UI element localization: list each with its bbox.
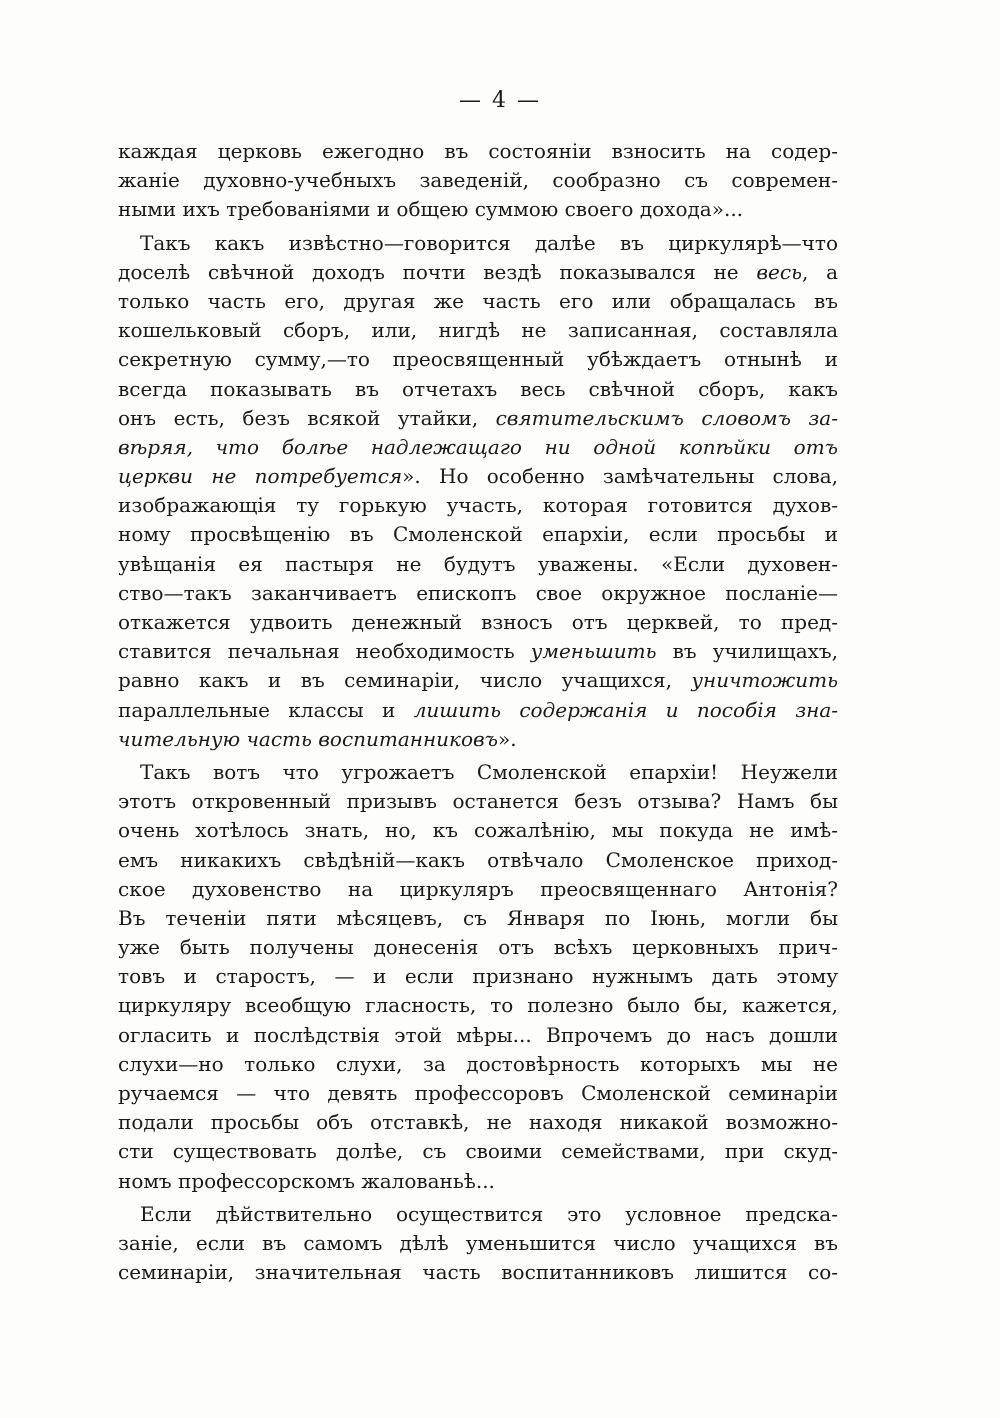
text-run: , а [801,259,838,284]
italic-text: церкви не потребуется [118,464,403,489]
text-line [118,787,838,816]
text-line [118,375,838,404]
text-line [118,550,838,579]
text-run: циркуляру всеобщую гласность, то полезно было бы, кажется, [118,993,838,1018]
text-line [118,520,838,549]
text-run: каждая церковь ежегодно въ состоянiи взносить на содер- [118,139,838,163]
text-run: уже быть получены донесенiя отъ всѣхъ церковныхъ прич- [118,935,838,960]
text-line [118,1200,838,1229]
text-run: емъ никакихъ свѣдѣнiй—какъ отвѣчало Смоленское приход- [118,847,838,872]
text-run: сти существовать долѣе, съ своими семействами, при скуд- [118,1139,838,1164]
text-line [118,166,838,195]
text-run: жанiе духовно-учебныхъ заведенiй, сообразно съ современ- [118,168,838,193]
text-line [118,758,838,787]
italic-text: уничтожить [691,668,838,693]
text-line [118,229,838,258]
italic-text: лишить содержанiя и пособiя зна- [413,697,838,722]
text-run: ному просвѣщенiю въ Смоленской епархiи, если просьбы и [118,522,838,547]
text-line [118,433,838,462]
text-line [118,316,838,345]
text-run: Если дѣйствительно осуществится это условное предска- [140,1201,838,1226]
text-line [118,846,838,875]
text-run: увѣщанiя ея пастыря не будутъ уважены. «Если духовен- [118,551,838,576]
text-line [118,962,838,991]
text-line [118,933,838,962]
text-run: ными ихъ требованiями и общею суммою своего дохода»... [118,197,744,222]
text-line [118,696,838,725]
text-run: всегда показывать въ отчетахъ весь свѣчной сборъ, какъ [118,376,838,401]
text-run: ставится печальная необходимость [118,639,531,664]
text-run: изображающiя ту горькую участь, которая готовится духов- [118,493,838,518]
text-run: въ училищахъ, [656,639,838,664]
text-run: семинарiи, значительная часть воспитанниковъ лишится со- [118,1260,838,1285]
text-line [118,1050,838,1079]
text-line [118,1258,838,1287]
text-run: Такъ вотъ что угрожаетъ Смоленской епархiи! Неужели [140,759,838,784]
text-line [118,1229,838,1258]
text-run: откажется удвоить денежный взносъ отъ церквей, то пред- [118,610,838,634]
text-line [118,137,838,166]
text-line [118,1079,838,1108]
italic-text: весь [756,259,802,284]
text-line [118,579,838,608]
text-line [118,195,838,224]
text-run: онъ есть, безъ всякой утайки, [118,405,496,430]
text-line [118,875,838,904]
text-line [118,462,838,491]
text-line [118,404,838,433]
text-line [118,991,838,1020]
text-run: занiе, если въ самомъ дѣлѣ уменьшится число учащихся въ [118,1230,838,1255]
text-line [118,1137,838,1166]
text-run: параллельные классы и [118,697,414,722]
text-line [118,1167,838,1196]
page-number: — 4 — [459,88,541,113]
text-run: равно какъ и въ семинарiи, число учащихся, [118,668,692,693]
italic-text: уменьшить [530,639,657,664]
text-line [118,666,838,695]
text-line [118,258,838,287]
text-run: очень хотѣлось знать, но, къ сожалѣнiю, мы покуда не имѣ- [118,818,838,843]
text-run: номъ профессорскомъ жалованьѣ... [118,1168,495,1193]
text-line [118,1021,838,1050]
text-run: подали просьбы объ отставкѣ, не находя никакой возможно- [118,1110,838,1135]
text-run: только часть его, другая же часть его или обращалась въ [118,288,838,313]
text-run: ». Но особенно замѣчательны слова, [402,464,838,489]
text-line [118,637,838,666]
text-line [118,904,838,933]
text-run: Такъ какъ извѣстно—говорится далѣе въ циркулярѣ—что [140,230,838,255]
text-run: ». [497,726,517,751]
text-line [118,608,838,637]
text-run: Въ теченiи пяти мѣсяцевъ, съ Января по Iюнь, могли бы [118,905,838,930]
italic-text: святительскимъ словомъ за- [495,405,838,430]
text-run: кошельковый сборъ, или, нигдѣ не записанная, составляла [118,318,838,343]
body-text [118,137,838,1287]
text-line [118,816,838,845]
text-line [118,345,838,374]
text-run: ручаемся — что девять профессоровъ Смоленской семинарiи [118,1081,838,1105]
text-line [118,491,838,520]
text-run: секретную сумму,—то преосвященный убѣждаетъ отнынѣ и [118,347,838,372]
text-run: товъ и старостъ, — и если признано нужнымъ дать этому [118,964,838,989]
text-run: огласить и послѣдствiя этой мѣры... Впрочемъ до насъ дошли [118,1022,838,1047]
text-run: слухи—но только слухи, за достовѣрность которыхъ мы не [118,1051,838,1076]
text-run: доселѣ свѣчной доходъ почти вездѣ показывался не [118,259,757,284]
text-line [118,725,838,754]
text-line [118,287,838,316]
text-run: ство—такъ заканчиваетъ епископъ свое окружное посланiе— [118,580,838,605]
text-run: этотъ откровенный призывъ останется безъ отзыва? Намъ бы [118,789,838,814]
italic-text: вѣряя, что болѣе надлежащаго ни одной копѣйки отъ [118,434,838,459]
text-line [118,1108,838,1137]
italic-text: чительную часть воспитанниковъ [118,726,498,751]
text-run: ское духовенство на циркуляръ преосвященнаго Антонiя? [118,876,838,901]
